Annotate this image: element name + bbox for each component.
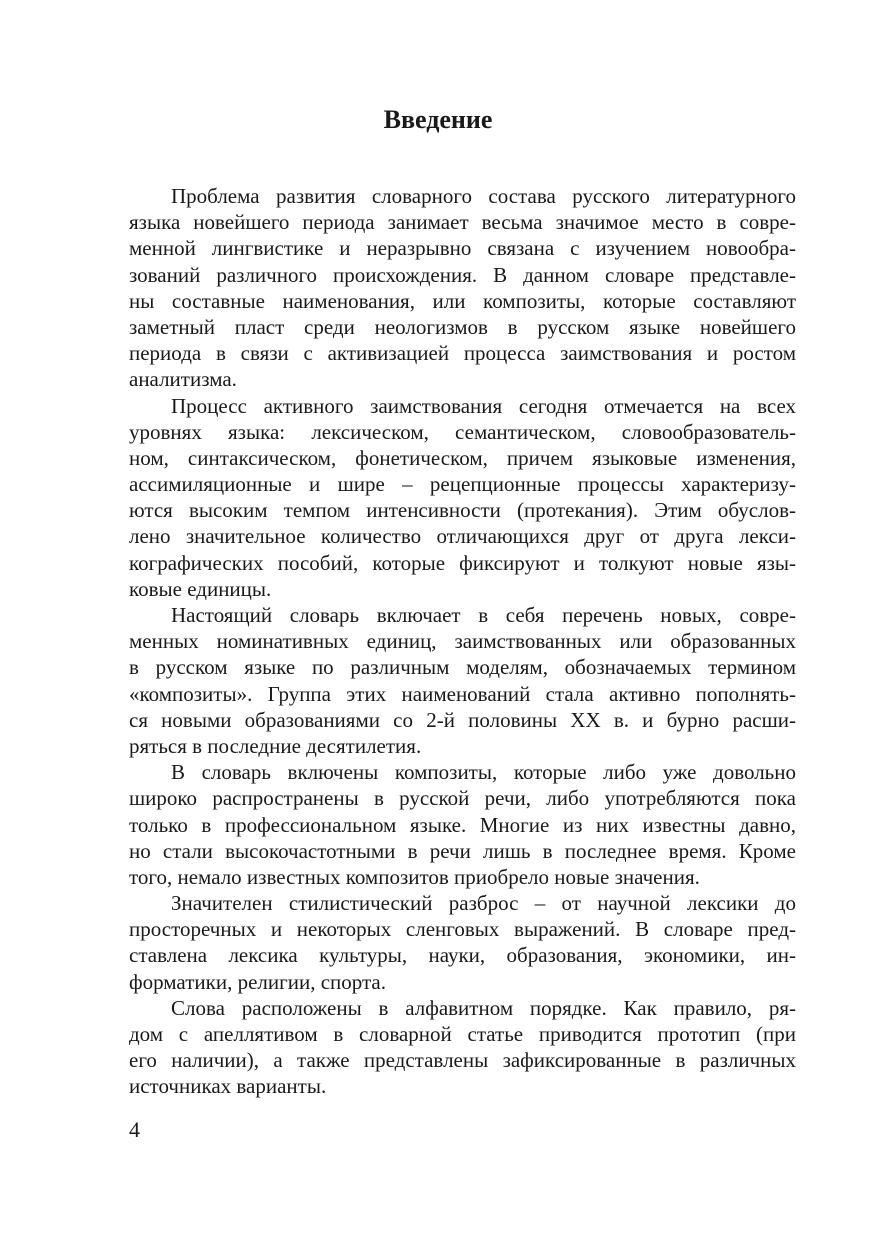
paragraph [129,995,796,1100]
text-line: периода в связи с активизацией процесса заимствования и ростом [129,341,796,366]
text-line: дом с апеллятивом в словарной статье приводится прототип (при [129,1022,796,1046]
text-line: аналитизма. [129,367,237,392]
text-line: широко распространены в русской речи, либо употребляются пока [129,786,796,811]
text-line: менных номинативных единиц, заимствованных или образованных [129,629,796,654]
text-line: ном, синтаксическом, фонетическом, причем языковые изменения, [129,445,796,470]
text-line: уровнях языка: лексическом, семантическом, словообразователь- [129,419,796,444]
text-line: Настоящий словарь включает в себя перечень новых, совре- [171,603,796,627]
paragraph [129,393,796,603]
paragraph [129,602,796,759]
text-line: ассимиляционные и шире – рецепционные процессы характеризу- [129,472,796,497]
text-line: ся новыми образованиями со 2-й половины XX в. и бурно расши- [129,707,796,732]
paragraph [129,183,796,393]
text-line: источниках варианты. [129,1074,327,1099]
text-line: просторечных и некоторых сленговых выражений. В словаре пред- [129,917,796,942]
page-title: Введение [383,105,493,134]
text-line: форматики, религии, спорта. [129,969,386,994]
text-line: В словарь включены композиты, которые либо уже довольно [171,760,796,785]
text-line: языка новейшего периода занимает весьма значимое место в совре- [129,210,796,235]
paragraph [129,759,796,890]
text-line: ставлена лексика культуры, науки, образования, экономики, ин- [129,943,796,968]
text-line: ряться в последние десятилетия. [129,733,422,758]
text-line: Слова расположены в алфавитном порядке. Как правило, ря- [171,995,796,1020]
paragraph [129,890,796,995]
text-line: только в профессиональном языке. Многие из них известны давно, [129,812,796,837]
text-line: «композиты». Группа этих наименований стала активно пополнять- [129,681,796,706]
text-line: того, немало известных композитов приобрело новые значения. [129,864,700,889]
text-line: но стали высокочастотными в речи лишь в последнее время. Кроме [129,838,796,863]
text-line: Проблема развития словарного состава русского литературного [171,184,796,208]
text-line: ны составные наименования, или композиты, которые составляют [129,288,796,313]
text-line: зований различного происхождения. В данном словаре представле- [129,262,796,287]
body-text [129,183,796,1100]
text-line: лено значительное количество отличающихся друг от друга лекси- [129,524,796,549]
text-line: Процесс активного заимствования сегодня отмечается на всех [171,393,796,418]
text-line: менной лингвистике и неразрывно связана с изучением новообра- [129,236,796,261]
page-number: 4 [129,1117,140,1142]
text-line: кографических пособий, которые фиксируют и толкуют новые язы- [129,550,796,575]
text-line: его наличии), а также представлены зафиксированные в различных [129,1048,796,1073]
text-line: в русском языке по различным моделям, обозначаемых термином [129,655,796,680]
text-line: ковые единицы. [129,576,272,601]
text-line: Значителен стилистический разброс – от научной лексики до [171,891,796,916]
text-line: ются высоким темпом интенсивности (протекания). Этим обуслов- [129,498,796,523]
text-line: заметный пласт среди неологизмов в русском языке новейшего [129,314,796,339]
